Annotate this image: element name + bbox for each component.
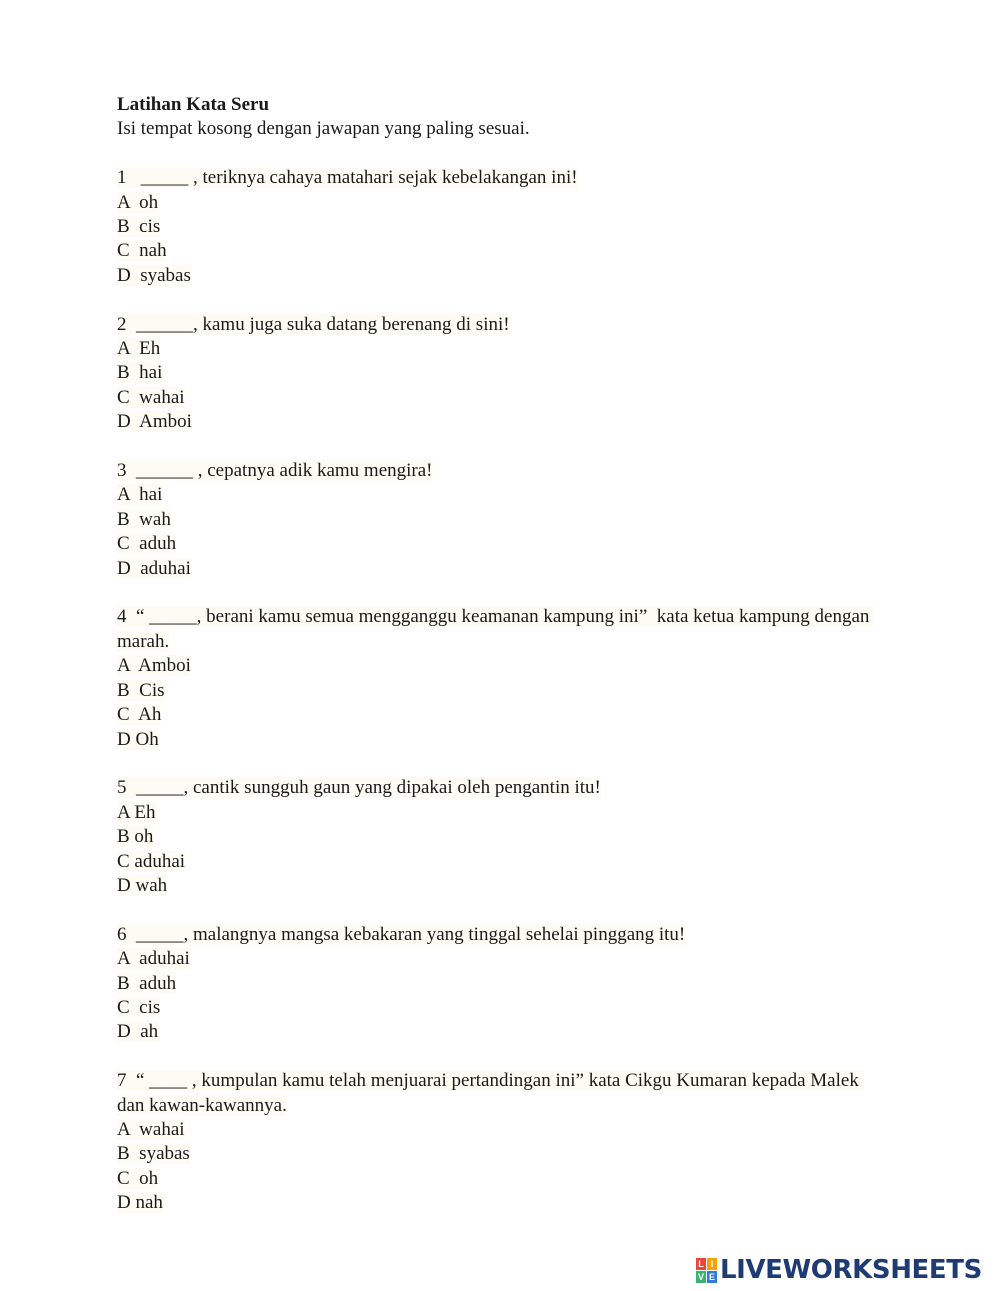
question-block [117, 776, 877, 898]
answer-option: B oh [117, 826, 154, 848]
answer-option: D syabas [117, 264, 191, 286]
question-stem: 7 “ ____ , kumpulan kamu telah menjuarai pertandingan ini” kata Cikgu Kumaran kepada Malek dan kawan-kawannya. [117, 1070, 864, 1116]
question-block [117, 459, 877, 581]
answer-option: B aduh [117, 972, 177, 994]
answer-option: B Cis [117, 679, 165, 701]
answer-option: C Ah [117, 704, 162, 726]
liveworksheets-logo [696, 1256, 982, 1284]
logo-letter-i: I [707, 1258, 717, 1270]
worksheet-instruction: Isi tempat kosong dengan jawapan yang paling sesuai. [117, 118, 530, 140]
answer-option: C wahai [117, 386, 185, 408]
question-stem: 3 ______ , cepatnya adik kamu mengira! [117, 460, 433, 482]
answer-option: D Amboi [117, 411, 192, 433]
answer-option: A Amboi [117, 655, 191, 677]
logo-letter-v: V [697, 1271, 704, 1282]
answer-option: B syabas [117, 1143, 190, 1165]
answer-option: C oh [117, 1167, 159, 1189]
answer-option: D Oh [117, 728, 159, 750]
question-block [117, 166, 877, 288]
brand-name: LIVEWORKSHEETS [720, 1255, 982, 1285]
question-block [117, 605, 877, 751]
answer-option: C aduh [117, 533, 177, 555]
answer-option: C cis [117, 996, 161, 1018]
question-stem: 1 _____ , teriknya cahaya matahari sejak kebelakangan ini! [117, 167, 578, 189]
question-block [117, 923, 877, 1045]
logo-letter-l: L [696, 1258, 706, 1270]
answer-option: D wah [117, 874, 168, 896]
answer-option: A wahai [117, 1118, 185, 1140]
answer-option: A aduhai [117, 948, 190, 970]
answer-option: B cis [117, 216, 161, 238]
answer-option: A Eh [117, 801, 156, 823]
question-block [117, 1069, 877, 1215]
question-stem: 4 “ _____, berani kamu semua mengganggu keamanan kampung ini” kata ketua kampung dengan marah. [117, 606, 875, 652]
worksheet-title: Latihan Kata Seru [117, 94, 270, 115]
answer-option: D nah [117, 1192, 163, 1214]
answer-option: D aduhai [117, 557, 191, 579]
question-block [117, 313, 877, 435]
spacer [117, 142, 877, 166]
answer-option: D ah [117, 1021, 159, 1043]
question-list [117, 166, 877, 1215]
worksheet [117, 93, 877, 1240]
answer-option: A Eh [117, 338, 161, 360]
answer-option: A hai [117, 484, 163, 506]
answer-option: B wah [117, 508, 171, 530]
answer-option: B hai [117, 362, 163, 384]
logo-letter-e: E [708, 1271, 715, 1282]
question-stem: 5 _____, cantik sungguh gaun yang dipakai oleh pengantin itu! [117, 777, 601, 799]
question-stem: 2 ______, kamu juga suka datang berenang di sini! [117, 313, 510, 335]
answer-option: C aduhai [117, 850, 186, 872]
answer-option: C nah [117, 240, 167, 262]
logo-grid-icon [696, 1258, 717, 1283]
question-stem: 6 _____, malangnya mangsa kebakaran yang tinggal sehelai pinggang itu! [117, 923, 686, 945]
answer-option: A oh [117, 191, 159, 213]
